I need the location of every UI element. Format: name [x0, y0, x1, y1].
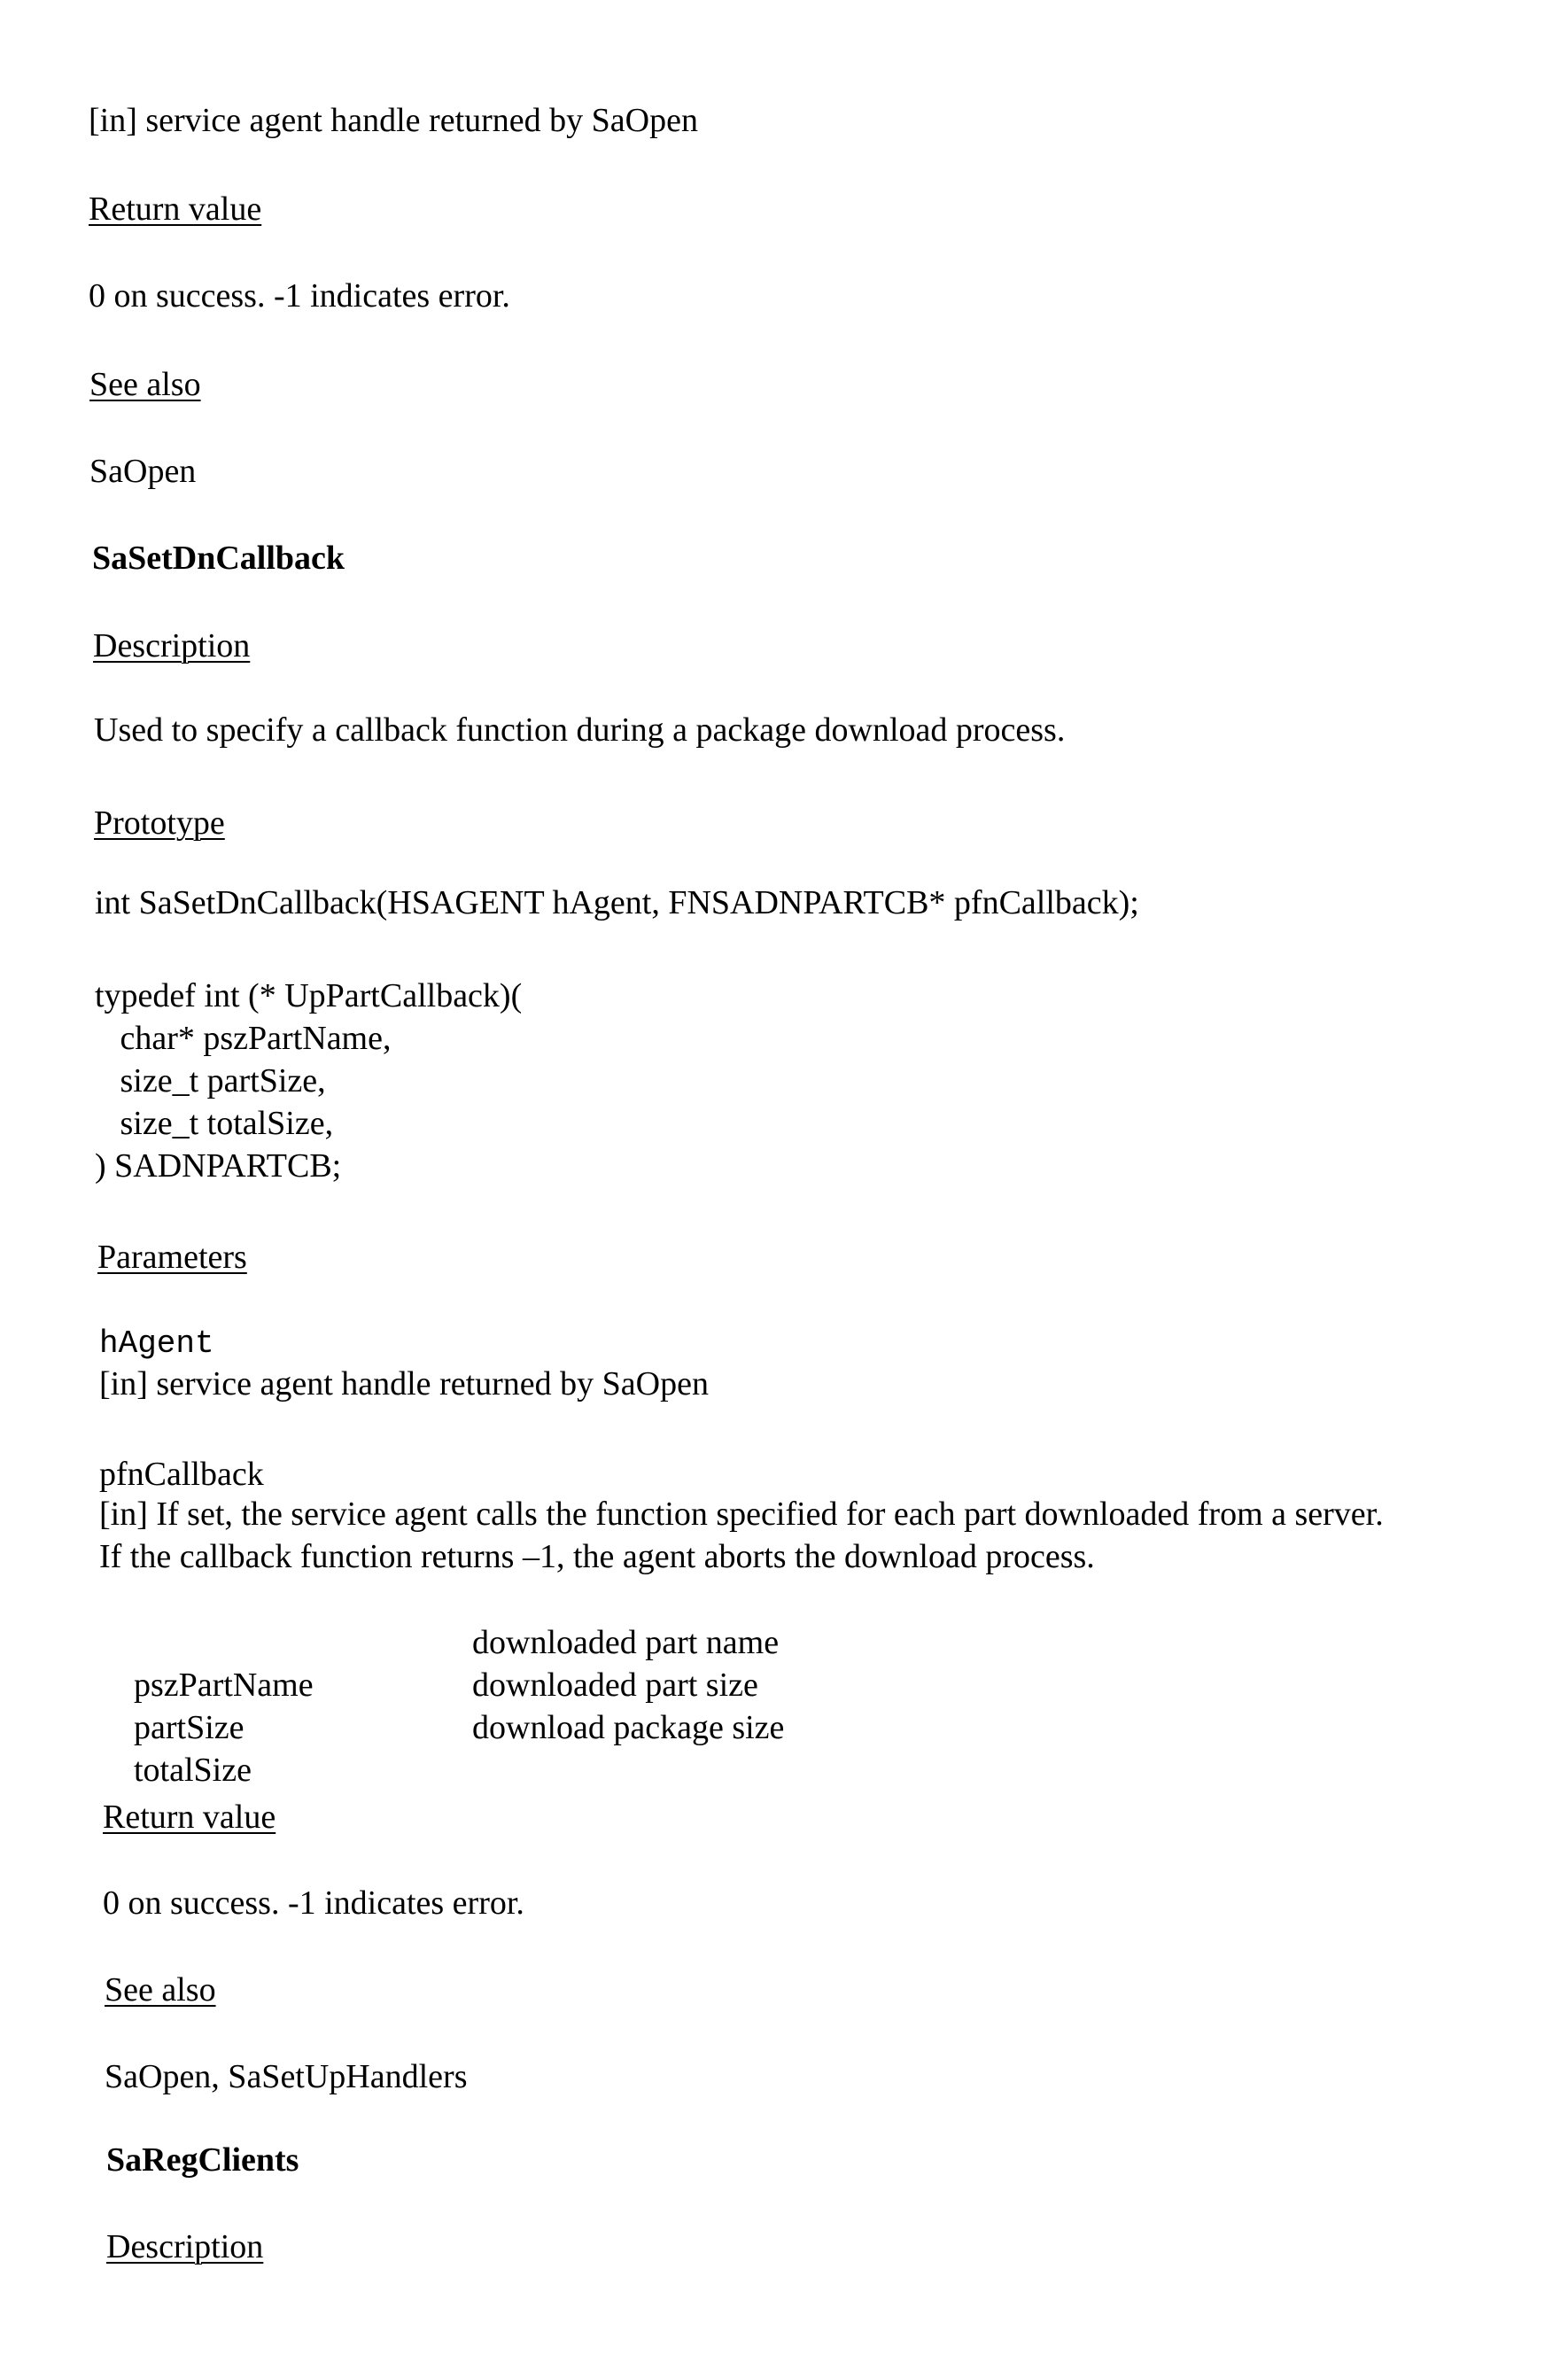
arg-name: pszPartName [134, 1667, 314, 1704]
parameters-heading: Parameters [97, 1239, 247, 1276]
see-also-text: SaOpen [89, 453, 197, 490]
param-desc-hagent: [in] service agent handle returned by SaOpen [99, 1365, 709, 1402]
arg-desc: download package size [472, 1709, 785, 1746]
description-heading: Description [93, 627, 251, 664]
function-title: SaSetDnCallback [92, 540, 345, 577]
prototype-heading: Prototype [94, 804, 225, 842]
arg-desc: downloaded part size [472, 1667, 758, 1704]
arg-name: partSize [134, 1709, 245, 1746]
description-text: Used to specify a callback function during a package download process. [94, 711, 1066, 749]
callback-arg-row [100, 1706, 1163, 1876]
see-also-text: SaOpen, SaSetUpHandlers [105, 2058, 468, 2095]
description-heading: Description [106, 2228, 264, 2265]
see-also-heading: See also [89, 366, 201, 403]
see-also-heading: See also [105, 1971, 216, 2008]
return-value-text: 0 on success. -1 indicates error. [103, 1884, 524, 1922]
typedef-line: size_t partSize, [95, 1062, 326, 1099]
return-value-heading: Return value [89, 190, 262, 228]
param-name-hagent: hAgent [99, 1325, 214, 1362]
return-value-text: 0 on success. -1 indicates error. [89, 277, 510, 315]
arg-desc: downloaded part name [472, 1624, 780, 1661]
param-desc-pfncallback: [in] If set, the service agent calls the function specified for each part downloaded from a server. [99, 1496, 1384, 1533]
arg-name: totalSize [134, 1752, 252, 1789]
typedef-line: char* pszPartName, [95, 1020, 392, 1057]
typedef-line: typedef int (* UpPartCallback)( [95, 977, 523, 1014]
param-desc-pfncallback-2: If the callback function returns –1, the agent aborts the download process. [99, 1538, 1095, 1575]
function-title: SaRegClients [106, 2141, 299, 2179]
prototype-line: int SaSetDnCallback(HSAGENT hAgent, FNSADNPARTCB* pfnCallback); [95, 884, 1139, 921]
param-name-pfncallback: pfnCallback [99, 1456, 264, 1493]
typedef-line: ) SADNPARTCB; [95, 1147, 342, 1185]
typedef-line: size_t totalSize, [95, 1105, 334, 1142]
param-description: [in] service agent handle returned by SaOpen [89, 102, 698, 139]
return-value-heading: Return value [103, 1799, 276, 1836]
